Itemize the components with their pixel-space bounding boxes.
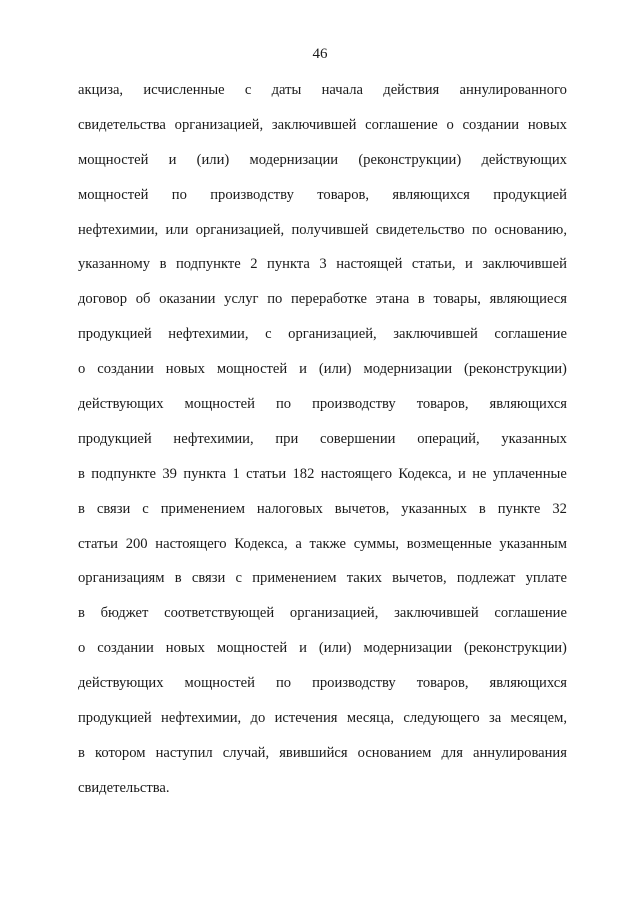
- text-line: о создании новых мощностей и (или) модернизации (реконструкции): [78, 361, 567, 378]
- text-line: действующих мощностей по производству товаров, являющихся: [78, 675, 567, 692]
- text-line: в бюджет соответствующей организацией, заключившей соглашение: [78, 605, 567, 622]
- text-line: договор об оказании услуг по переработке этана в товары, являющиеся: [78, 291, 567, 308]
- text-line: в связи с применением налоговых вычетов, указанных в пункте 32: [78, 500, 567, 517]
- text-line: продукцией нефтехимии, при совершении операций, указанных: [78, 430, 567, 447]
- text-line: акциза, исчисленные с даты начала действия аннулированного: [78, 82, 567, 98]
- text-line: о создании новых мощностей и (или) модернизации (реконструкции): [78, 640, 567, 657]
- text-line: указанному в подпункте 2 пункта 3 настоящей статьи, и заключившей: [78, 256, 567, 273]
- text-line: в подпункте 39 пункта 1 статьи 182 настоящего Кодекса, и не уплаченные: [78, 465, 567, 482]
- page-number: 46: [312, 46, 328, 62]
- body-text: [78, 80, 567, 813]
- text-line: продукцией нефтехимии, с организацией, заключившей соглашение: [78, 326, 567, 343]
- text-line: свидетельства.: [78, 779, 170, 796]
- text-line: действующих мощностей по производству товаров, являющихся: [78, 396, 567, 413]
- text-line: мощностей по производству товаров, являющихся продукцией: [78, 186, 567, 203]
- text-line: мощностей и (или) модернизации (реконструкции) действующих: [78, 151, 567, 168]
- text-line: в котором наступил случай, явившийся основанием для аннулирования: [78, 744, 567, 761]
- text-line: статьи 200 настоящего Кодекса, а также суммы, возмещенные указанным: [78, 535, 567, 552]
- text-line: нефтехимии, или организацией, получившей свидетельство по основанию,: [78, 221, 567, 238]
- text-line: свидетельства организацией, заключившей соглашение о создании новых: [78, 116, 567, 133]
- text-line: продукцией нефтехимии, до истечения месяца, следующего за месяцем,: [78, 710, 567, 727]
- text-line: организациям в связи с применением таких вычетов, подлежат уплате: [78, 570, 567, 587]
